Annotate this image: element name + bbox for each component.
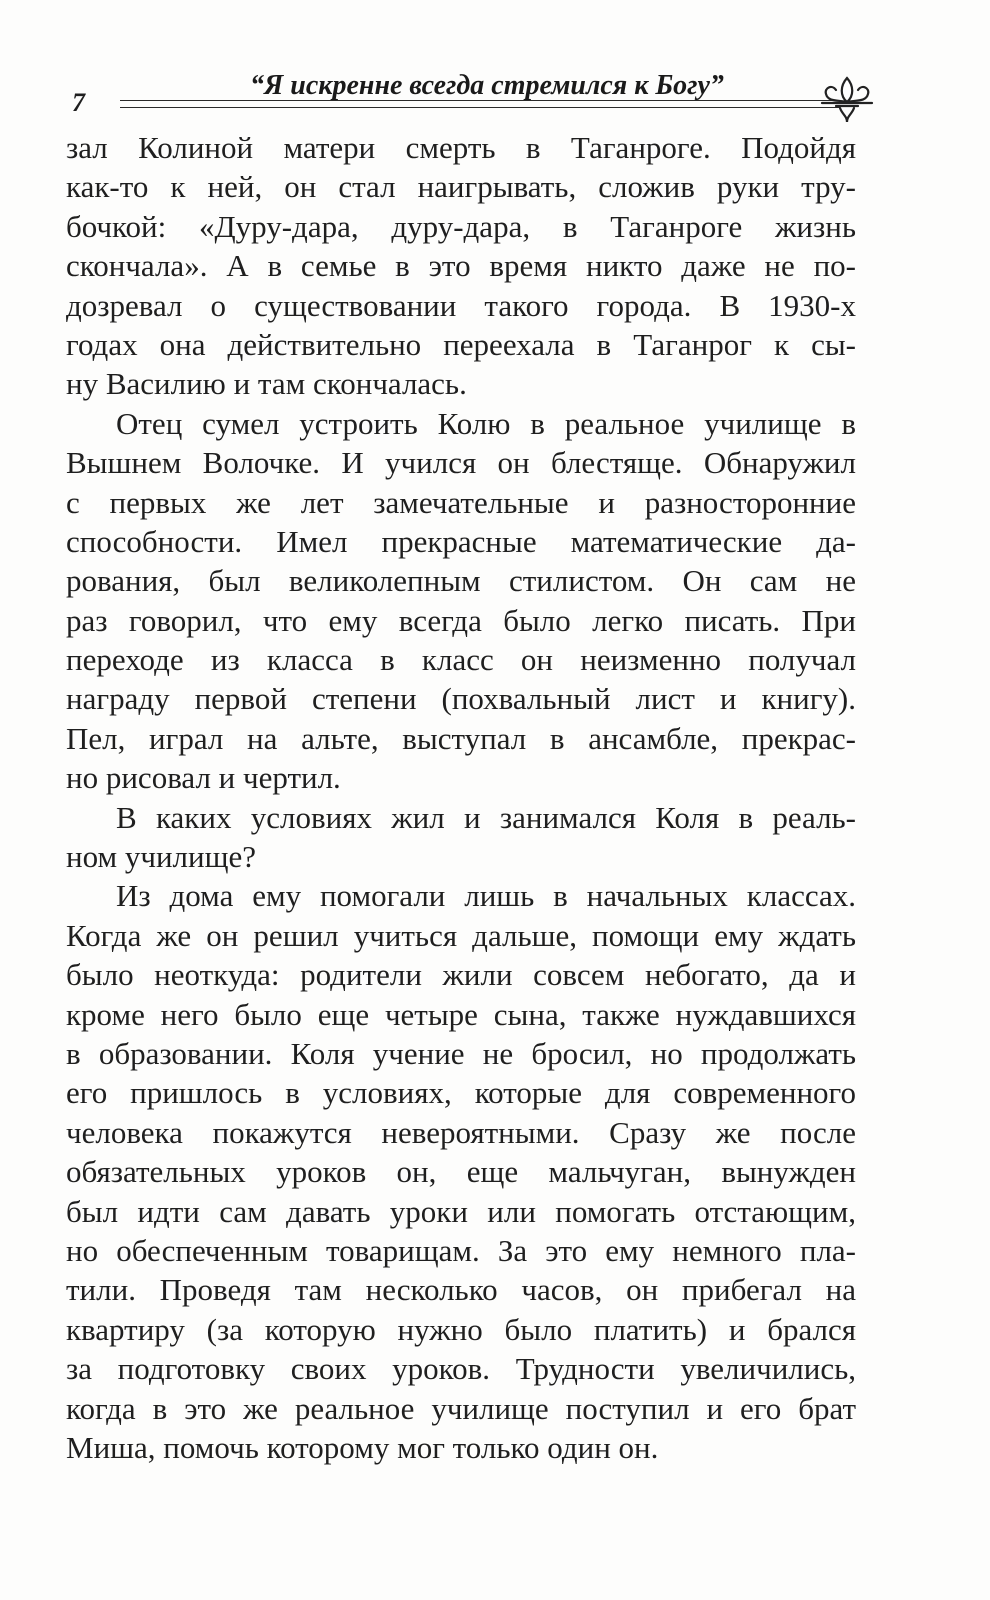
text-line: ном училище? [66,839,256,875]
header-rule [120,100,840,108]
page-number: 7 [72,88,85,117]
text-line: с первых же лет замечательные и разносторонние [66,484,856,520]
text-line: награду первой степени (похвальный лист и книгу). [66,681,856,717]
text-line: обязательных уроков он, еще мальчуган, вынужден [66,1154,856,1190]
text-line: бочкой: «Дуру-дара, дуру-дара, в Таганроге жизнь [66,208,856,244]
text-line: В каких условиях жил и занимался Коля в реаль- [116,799,856,835]
text-line: Миша, помочь которому мог только один он. [66,1429,659,1465]
text-line: раз говорил, что ему всегда было легко писать. При [66,602,856,638]
running-title: “Я искренне всегда стремился к Богу” [250,70,724,101]
text-line: Из дома ему помогали лишь в начальных классах. [116,878,856,914]
text-line: тили. Проведя там несколько часов, он прибегал на [66,1272,856,1308]
text-line: способности. Имел прекрасные математические да- [66,523,856,559]
text-line: Когда же он решил учиться дальше, помощи ему ждать [66,917,856,953]
text-line: когда в это же реальное училище поступил и его брат [66,1390,856,1426]
text-line: дозревал о существовании такого города. В 1930-х [66,287,856,323]
text-line: Пел, играл на альте, выступал в ансамбле, прекрас- [66,720,856,756]
text-line: в образовании. Коля учение не бросил, но продолжать [66,1035,856,1071]
text-line: как-то к ней, он стал наигрывать, сложив руки тру- [66,169,856,205]
text-line: Отец сумел устроить Колю в реальное училище в [116,405,856,441]
body-text [66,128,856,1467]
text-line: кроме него было еще четыре сына, также нуждавшихся [66,996,856,1032]
text-line: было неоткуда: родители жили совсем небогато, да и [66,957,856,993]
text-line: ну Василию и там скончалась. [66,366,467,402]
text-line: но обеспеченным товарищам. За это ему немного пла- [66,1232,856,1268]
text-line: квартиру (за которую нужно было платить) и брался [66,1311,856,1347]
text-line: зал Колиной матери смерть в Таганроге. Подойдя [66,130,856,165]
text-line: переходе из класса в класс он неизменно получал [66,642,856,678]
text-line: был идти сам давать уроки или помогать отстающим, [66,1193,856,1229]
text-line: Вышнем Волочке. И учился он блестяще. Обнаружил [66,445,856,481]
text-line: но рисовал и чертил. [66,760,341,796]
text-line: рования, был великолепным стилистом. Он сам не [66,563,856,599]
text-line: человека покажутся невероятными. Сразу же после [66,1114,856,1150]
text-line: скончала». А в семье в это время никто даже не по- [66,248,856,284]
text-line: за подготовку своих уроков. Трудности увеличились, [66,1351,856,1387]
text-line: годах она действительно переехала в Таганрог к сы- [66,326,856,362]
text-line: его пришлось в условиях, которые для современного [66,1075,856,1111]
fleur-de-lis-icon [818,72,876,128]
